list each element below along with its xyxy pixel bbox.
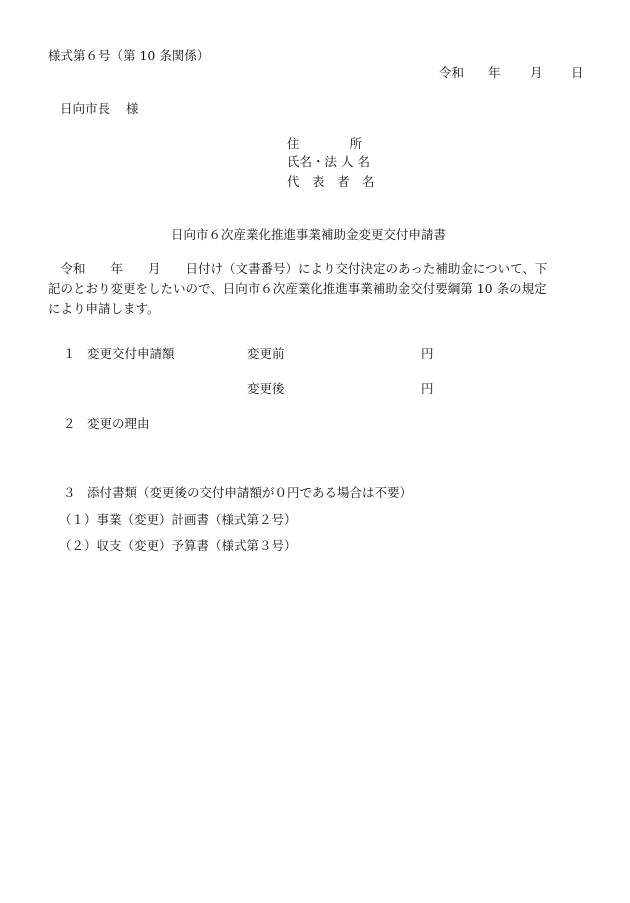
date-month: 月 bbox=[530, 65, 543, 80]
body-paragraph bbox=[48, 259, 588, 319]
item-1-label: 変更交付申請額 bbox=[87, 346, 175, 361]
addressee-honorific: 様 bbox=[126, 101, 139, 116]
applicant-representative-label: 代 表 者 名 bbox=[287, 174, 375, 189]
item-2-number: ２ bbox=[63, 416, 76, 431]
amount-after-label: 変更後 bbox=[247, 381, 285, 396]
item-3-number: ３ bbox=[63, 485, 76, 500]
body-line: 記のとおり変更をしたいので、日向市６次産業化推進事業補助金交付要綱第 10 条の規定 bbox=[48, 281, 547, 296]
body-line: により申請します。 bbox=[48, 301, 160, 316]
item-1-number: １ bbox=[63, 346, 76, 361]
applicant-name-label: 氏名・法 人 名 bbox=[287, 154, 370, 169]
amount-after-unit: 円 bbox=[421, 381, 434, 396]
addressee-name: 日向市長 bbox=[60, 101, 111, 116]
body-line: 令和 年 月 日付け（文書番号）により交付決定のあった補助金について、下 bbox=[48, 261, 548, 276]
date-day: 日 bbox=[571, 65, 584, 80]
attachment-item: （２）収支（変更）予算書（様式第３号） bbox=[59, 538, 297, 553]
date-year: 年 bbox=[488, 65, 501, 80]
attachment-item: （１）事業（変更）計画書（様式第２号） bbox=[59, 512, 297, 527]
item-2-label: 変更の理由 bbox=[87, 416, 150, 431]
amount-before-label: 変更前 bbox=[247, 346, 285, 361]
document-title: 日向市６次産業化推進事業補助金変更交付申請書 bbox=[171, 227, 447, 242]
date-era: 令和 bbox=[439, 65, 465, 80]
item-3-label: 添付書類（変更後の交付申請額が０円である場合は不要） bbox=[87, 485, 413, 500]
applicant-address-label: 住 所 bbox=[287, 136, 363, 151]
form-number-label: 様式第６号（第 10 条関係） bbox=[48, 48, 210, 63]
amount-before-unit: 円 bbox=[421, 346, 434, 361]
